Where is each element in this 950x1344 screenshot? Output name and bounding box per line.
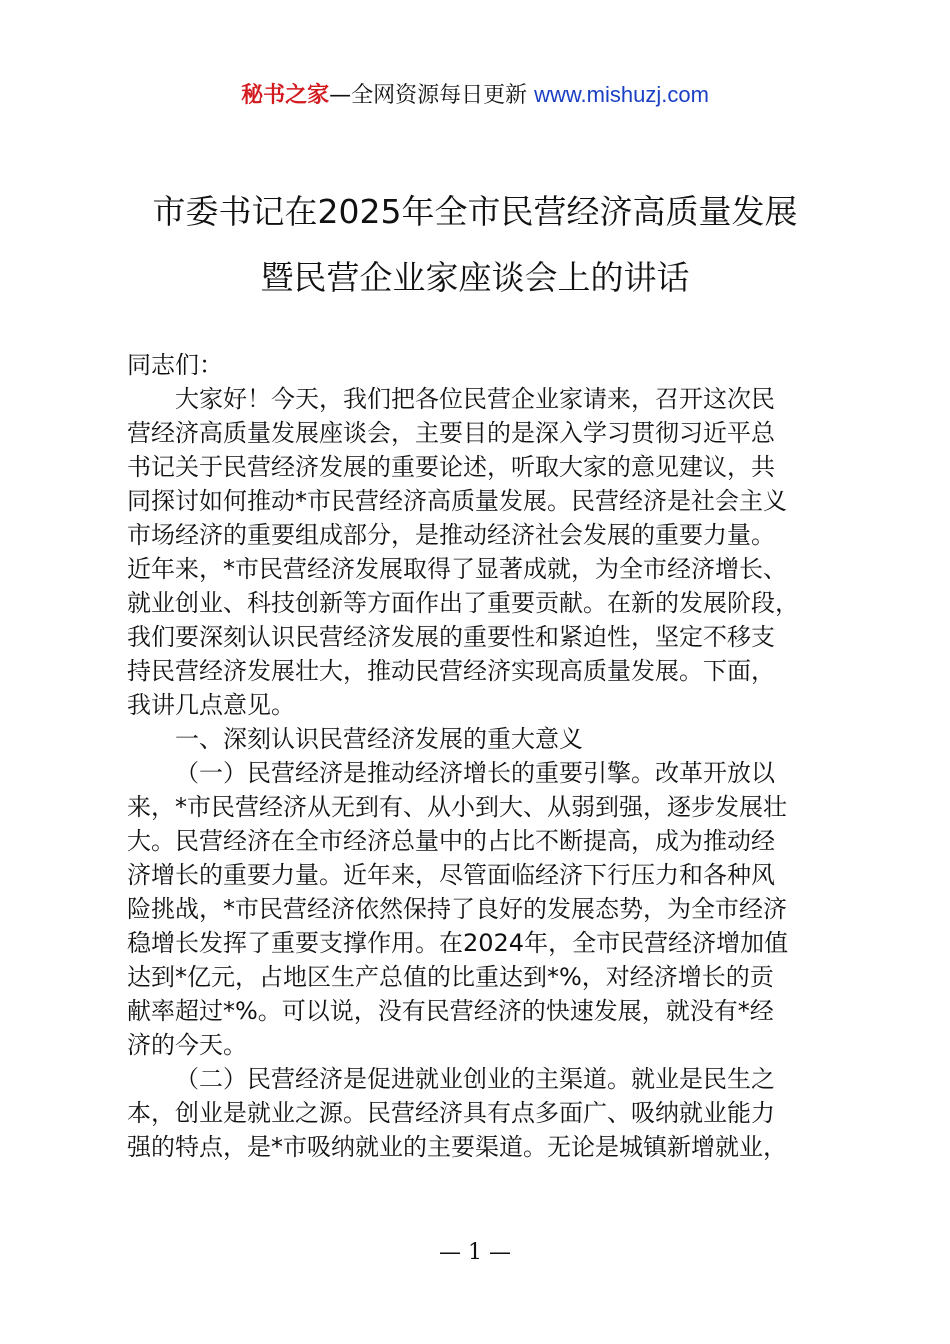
- document-title-line-1: 市委书记在2025年全市民营经济高质量发展: [152, 192, 798, 231]
- body-line: 献率超过*%。可以说，没有民营经济的快速发展，就没有*经: [127, 997, 774, 1025]
- body-line: （一）民营经济是推动经济增长的重要引擎。改革开放以: [175, 759, 775, 787]
- body-line: 书记关于民营经济发展的重要论述，听取大家的意见建议，共: [127, 453, 775, 481]
- body-line: 就业创业、科技创新等方面作出了重要贡献。在新的发展阶段，: [127, 589, 799, 617]
- body-line: 同探讨如何推动*市民营经济高质量发展。民营经济是社会主义: [127, 487, 787, 515]
- body-line: 近年来，*市民营经济发展取得了显著成就，为全市经济增长、: [127, 555, 787, 583]
- body-line: （二）民营经济是促进就业创业的主渠道。就业是民生之: [175, 1065, 775, 1093]
- site-header: [0, 80, 950, 111]
- document-title-line-2: 暨民营企业家座谈会上的讲话: [260, 258, 690, 297]
- body-line: 险挑战，*市民营经济依然保持了良好的发展态势，为全市经济: [127, 895, 787, 923]
- brand-name: 秘书之家: [241, 83, 330, 108]
- header-tagline: —全网资源每日更新: [329, 83, 528, 108]
- body-line: 大。民营经济在全市经济总量中的占比不断提高，成为推动经: [127, 827, 775, 855]
- body-line: 市场经济的重要组成部分，是推动经济社会发展的重要力量。: [127, 521, 775, 549]
- body-line: 我讲几点意见。: [127, 691, 295, 719]
- page-number: — 1 —: [439, 1240, 511, 1265]
- body-line: 强的特点，是*市吸纳就业的主要渠道。无论是城镇新增就业，: [127, 1133, 787, 1161]
- site-url[interactable]: www.mishuzj.com: [534, 82, 709, 107]
- document-body: [127, 348, 833, 1164]
- body-line: 本，创业是就业之源。民营经济具有点多面广、吸纳就业能力: [127, 1099, 775, 1127]
- body-line: 来，*市民营经济从无到有、从小到大、从弱到强，逐步发展壮: [127, 793, 787, 821]
- body-line: 营经济高质量发展座谈会，主要目的是深入学习贯彻习近平总: [127, 419, 775, 447]
- body-line: 大家好！今天，我们把各位民营企业家请来，召开这次民: [175, 385, 775, 413]
- body-line: 我们要深刻认识民营经济发展的重要性和紧迫性，坚定不移支: [127, 623, 775, 651]
- body-line: 达到*亿元，占地区生产总值的比重达到*%，对经济增长的贡: [127, 963, 774, 991]
- body-line: 济的今天。: [127, 1031, 247, 1059]
- body-line: 济增长的重要力量。近年来，尽管面临经济下行压力和各种风: [127, 861, 775, 889]
- section-heading: 一、深刻认识民营经济发展的重大意义: [175, 725, 583, 753]
- body-line: 稳增长发挥了重要支撑作用。在2024年，全市民营经济增加值: [127, 929, 789, 957]
- body-line: 持民营经济发展壮大，推动民营经济实现高质量发展。下面，: [127, 657, 775, 685]
- salutation: 同志们：: [127, 351, 223, 379]
